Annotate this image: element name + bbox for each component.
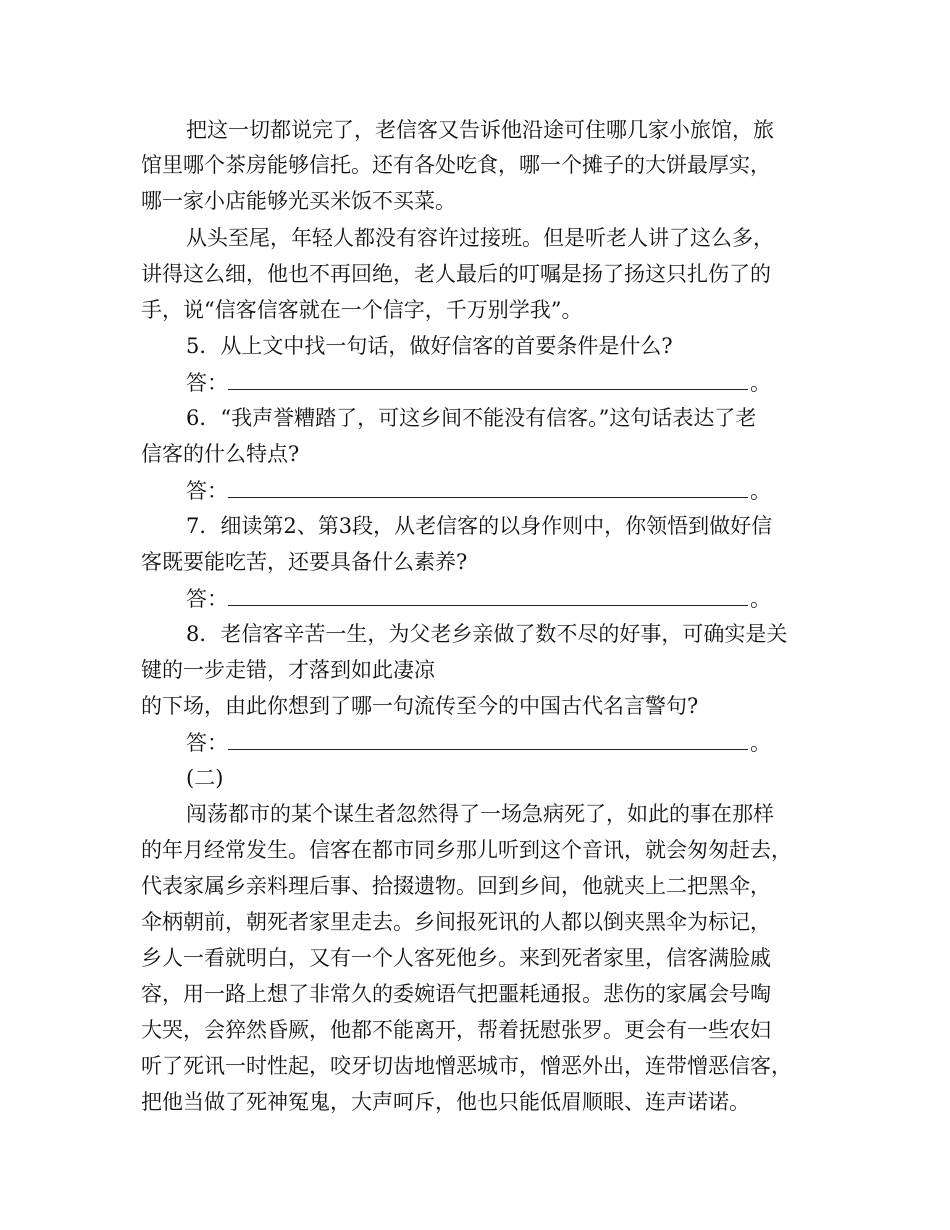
answer-label: 答： <box>186 371 228 395</box>
question-8-cont: 的下场，由此你想到了哪一句流传至今的中国古代名言警句? <box>141 694 699 718</box>
question-6: 6．“我声誉糟踏了，可这乡间不能没有信客。”这句话表达了老 <box>186 406 757 430</box>
question-7: 7．细读第2、第3段，从老信客的以身作则中，你领悟到做好信 <box>186 514 773 538</box>
answer-end-mark: 。 <box>750 731 771 755</box>
question-7-cont: 客既要能吃苦，还要具备什么素养? <box>141 550 468 574</box>
answer-label: 答： <box>186 731 228 755</box>
answer-line-5 <box>186 367 771 398</box>
question-8: 8．老信客辛苦一生，为父老乡亲做了数不尽的好事，可确实是关 <box>186 622 788 646</box>
paragraph-line: 讲得这么细，他也不再回绝，老人最后的叮嘱是扬了扬这只扎伤了的 <box>141 262 771 286</box>
paragraph-line: 哪一家小店能够光买米饭不买菜。 <box>141 189 456 213</box>
paragraph-line: 乡人一看就明白，又有一个人客死他乡。来到死者家里，信客满脸戚 <box>141 946 771 970</box>
paragraph-line: 听了死讯一时性起，咬牙切齿地憎恶城市，憎恶外出，连带憎恶信客， <box>141 1054 792 1078</box>
answer-label: 答： <box>186 479 228 503</box>
paragraph-line: 代表家属乡亲料理后事、拾掇遗物。回到乡间，他就夹上二把黑伞， <box>141 874 771 898</box>
paragraph-line: 闯荡都市的某个谋生者忽然得了一场急病死了，如此的事在那样 <box>186 802 774 826</box>
paragraph-line: 把这一切都说完了，老信客又告诉他沿途可住哪几家小旅馆，旅 <box>186 118 774 142</box>
answer-end-mark: 。 <box>750 587 771 611</box>
answer-line-8 <box>186 727 771 758</box>
paragraph-line: 大哭，会猝然昏厥，他都不能离开，帮着抚慰张罗。更会有一些农妇 <box>141 1018 771 1042</box>
paragraph-line: 把他当做了死神冤鬼，大声呵斥，他也只能低眉顺眼、连声诺诺。 <box>141 1090 750 1114</box>
paragraph-line: 的年月经常发生。信客在都市同乡那儿听到这个音讯，就会匆匆赶去， <box>141 838 792 862</box>
question-8-cont: 键的一步走错，才落到如此凄凉 <box>141 658 435 682</box>
paragraph-line: 手，说“信客信客就在一个信字，千万别学我”。 <box>141 298 583 322</box>
section-heading: (二) <box>186 766 224 790</box>
answer-blank[interactable] <box>228 583 748 606</box>
answer-line-6 <box>186 475 771 506</box>
question-5: 5．从上文中找一句话，做好信客的首要条件是什么? <box>186 334 673 358</box>
answer-blank[interactable] <box>228 367 748 390</box>
answer-end-mark: 。 <box>750 371 771 395</box>
answer-blank[interactable] <box>228 727 748 750</box>
question-6-cont: 信客的什么特点? <box>141 442 300 466</box>
answer-label: 答： <box>186 587 228 611</box>
paragraph-line: 从头至尾，年轻人都没有容许过接班。但是听老人讲了这么多， <box>186 226 774 250</box>
paragraph-line: 伞柄朝前，朝死者家里走去。乡间报死讯的人都以倒夹黑伞为标记， <box>141 910 771 934</box>
answer-blank[interactable] <box>228 475 748 498</box>
answer-end-mark: 。 <box>750 479 771 503</box>
paragraph-line: 馆里哪个茶房能够信托。还有各处吃食，哪一个摊子的大饼最厚实， <box>141 153 771 177</box>
paragraph-line: 容，用一路上想了非常久的委婉语气把噩耗通报。悲伤的家属会号啕 <box>141 982 771 1006</box>
answer-line-7 <box>186 583 771 614</box>
